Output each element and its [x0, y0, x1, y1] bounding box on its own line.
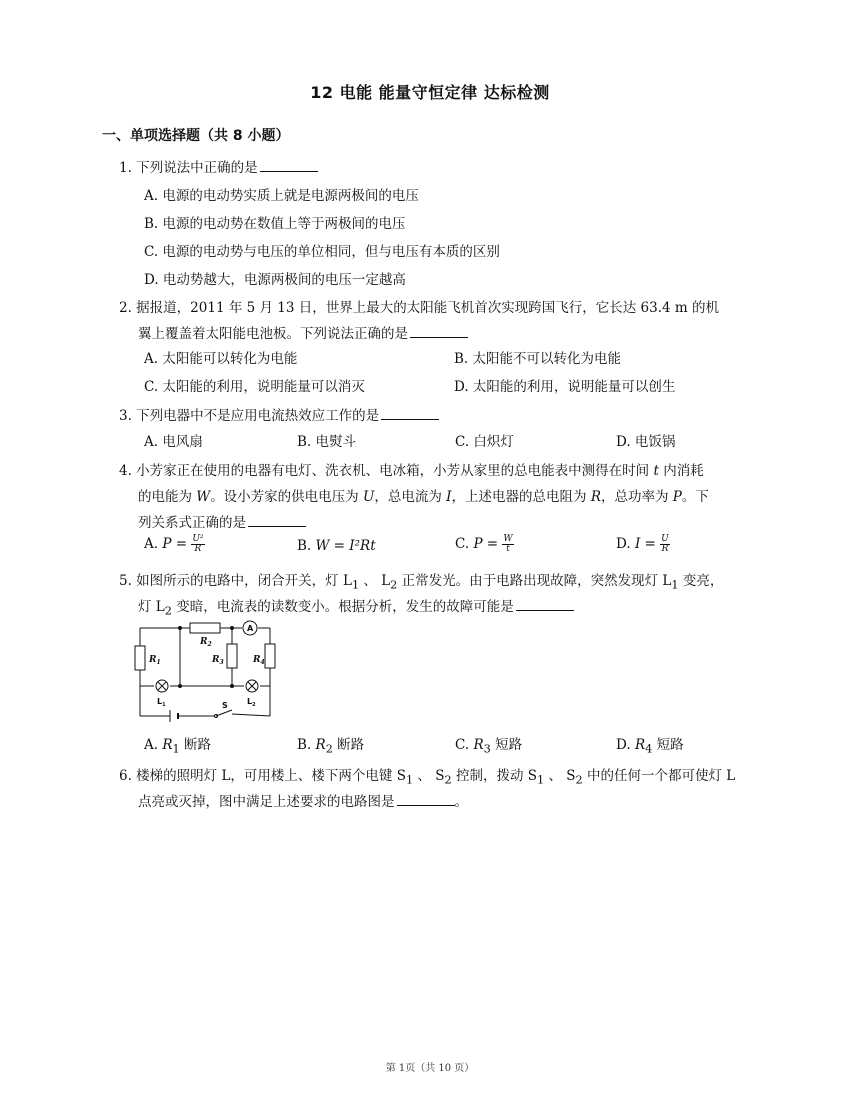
label-r1: $R_1$ — [149, 655, 161, 666]
answer-blank — [410, 325, 468, 338]
question-1-option-d: D. 电动势越大，电源两极间的电压一定越高 — [144, 272, 406, 288]
question-1-option-c: C. 电源的电动势与电压的单位相同，但与电压有本质的区别 — [144, 244, 500, 260]
label-r3: $R_3$ — [212, 655, 224, 666]
lamp-l2-icon — [246, 680, 258, 692]
question-5-option-d: D. $R_4$ 短路 — [616, 737, 684, 756]
label-l1: $L_1$ — [157, 697, 166, 708]
question-1-option-b: B. 电源的电动势在数值上等于两极间的电压 — [144, 216, 406, 232]
question-4-option-a: A. P = $\frac{\text{U²}}{R}$ — [144, 534, 204, 554]
section-heading: 一、单项选择题（共 8 小题） — [102, 128, 290, 144]
answer-blank — [260, 159, 318, 172]
switch-icon — [215, 710, 233, 718]
page-footer: 第 1页（共 10 页） — [385, 1063, 475, 1074]
page-title: 12 电能 能量守恒定律 达标检测 — [310, 83, 550, 102]
question-2-stem-line1: 2. 据报道，2011 年 5 月 13 日，世界上最大的太阳能飞机首次实现跨国飞行，它长达 63.4 m 的机 — [119, 300, 719, 316]
question-2-option-c: C. 太阳能的利用，说明能量可以消灭 — [144, 379, 365, 395]
answer-blank — [248, 514, 306, 527]
resistor-r1 — [135, 646, 145, 670]
question-4-stem-line1: 4. 小芳家正在使用的电器有电灯、洗衣机、电冰箱，小芳从家里的总电能表中测得在时间 t 内消耗 — [119, 463, 704, 479]
question-3-option-b: B. 电熨斗 — [297, 434, 357, 450]
battery-icon — [170, 710, 178, 722]
question-2-option-b: B. 太阳能不可以转化为电能 — [454, 351, 622, 367]
question-3-option-c: C. 白炽灯 — [455, 434, 514, 450]
label-switch: S — [222, 701, 228, 710]
label-r4: $R_4$ — [253, 655, 265, 666]
question-4-stem-line2: 的电能为 W。设小芳家的供电电压为 U，总电流为 I，上述电器的总电阻为 R，总功率为 P。下 — [138, 489, 709, 505]
question-5-option-b: B. $R_2$ 断路 — [297, 737, 365, 756]
question-1-option-a: A. 电源的电动势实质上就是电源两极间的电压 — [144, 188, 419, 204]
answer-blank — [381, 407, 439, 420]
question-5-option-c: C. $R_3$ 短路 — [455, 737, 523, 756]
question-5-stem-line2: 灯 $L_2$ 变暗，电流表的读数变小。根据分析，发生的故障可能是 — [138, 595, 574, 618]
question-3-stem: 3. 下列电器中不是应用电流热效应工作的是 — [119, 404, 439, 424]
resistor-r2 — [190, 623, 220, 633]
label-ammeter: A — [247, 624, 254, 633]
question-4-stem-line3: 列关系式正确的是 — [138, 511, 306, 531]
label-r2: $R_2$ — [200, 637, 212, 648]
question-2-option-d: D. 太阳能的利用，说明能量可以创生 — [454, 379, 676, 395]
question-4-option-c: C. P = $\frac{W}{t}$ — [455, 534, 513, 554]
answer-blank — [397, 793, 455, 806]
lamp-l1-icon — [156, 680, 168, 692]
question-2-option-a: A. 太阳能可以转化为电能 — [144, 351, 298, 367]
question-3-option-d: D. 电饭锅 — [616, 434, 676, 450]
answer-blank — [516, 598, 574, 611]
resistor-r4 — [265, 644, 275, 668]
question-4-option-b: B. W = I²Rt — [297, 538, 376, 554]
label-l2: $L_2$ — [247, 697, 256, 708]
resistor-r3 — [227, 644, 237, 668]
question-5-stem-line1: 5. 如图所示的电路中，闭合开关，灯 $L_1$ 、 $L_2$ 正常发光。由于电路出现故障，突然发现灯 $L_1$ 变亮， — [119, 573, 724, 592]
question-3-option-a: A. 电风扇 — [144, 434, 203, 450]
question-6-stem-line2: 点亮或灭掉，图中满足上述要求的电路图是 。 — [138, 794, 468, 810]
circuit-diagram — [128, 618, 288, 722]
question-1-stem: 1. 下列说法中正确的是 — [119, 156, 318, 176]
question-5-option-a: A. $R_1$ 断路 — [144, 737, 211, 756]
question-4-option-d: D. I = $\frac{U}{R}$ — [616, 534, 669, 554]
question-6-stem-line1: 6. 楼梯的照明灯 L，可用楼上、楼下两个电键 $S_1$ 、 $S_2$ 控制，拨动 $S_1$ 、 $S_2$ 中的任何一个都可使灯 L — [119, 768, 736, 787]
question-2-stem-line2: 翼上覆盖着太阳能电池板。下列说法正确的是 — [138, 322, 468, 342]
